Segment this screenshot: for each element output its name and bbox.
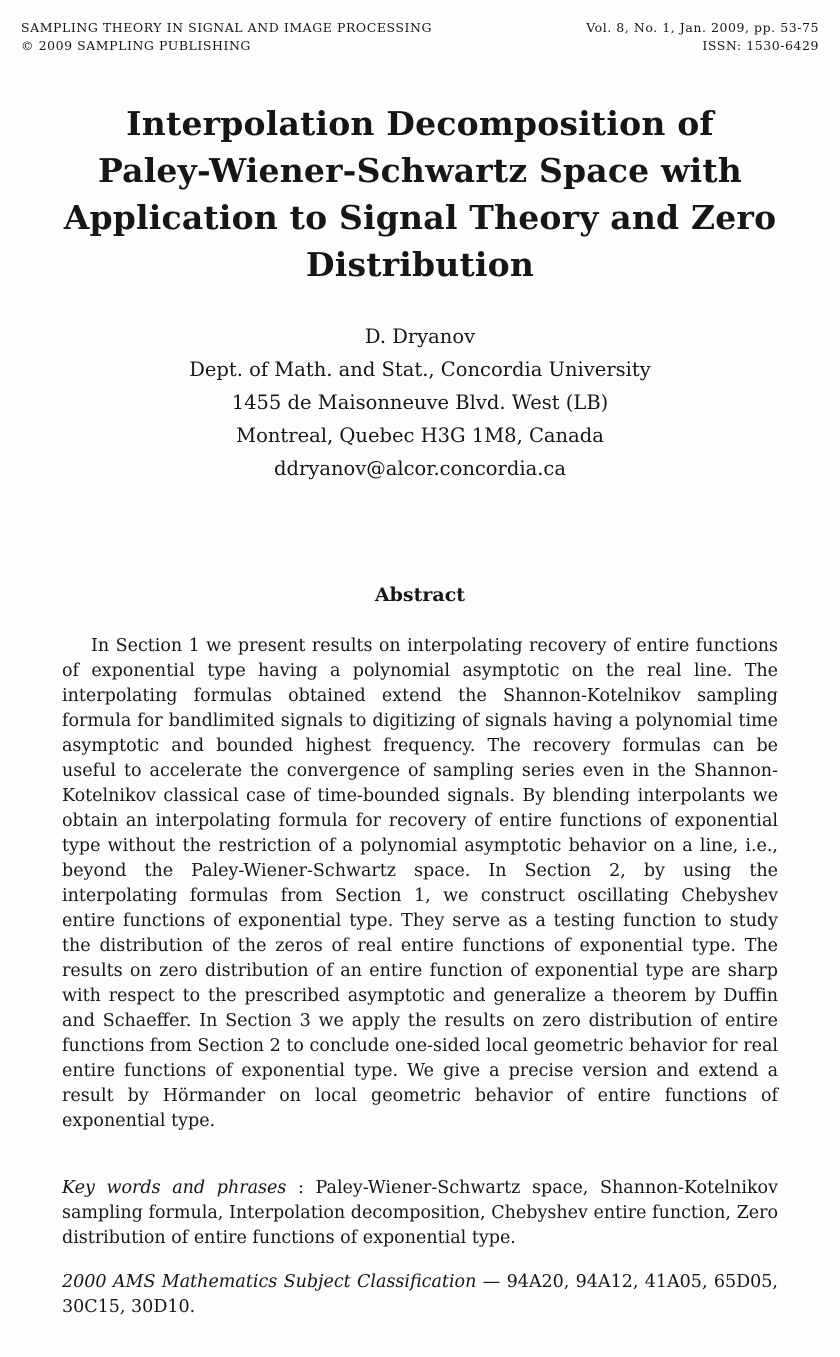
author-name: D. Dryanov <box>364 325 476 348</box>
author-address-line1: 1455 de Maisonneuve Blvd. West (LB) <box>231 391 609 414</box>
keywords-separator: : <box>286 1178 316 1198</box>
keywords-label: Key words and phrases <box>62 1178 287 1198</box>
journal-issn: ISSN: 1530-6429 <box>702 38 819 53</box>
author-email: ddryanov@alcor.concordia.ca <box>274 457 566 480</box>
journal-header-left <box>21 19 432 55</box>
keywords-paragraph <box>62 1176 778 1251</box>
paper-title-line-1: Interpolation Decomposition of <box>126 104 714 143</box>
author-affiliation: Dept. of Math. and Stat., Concordia University <box>189 358 651 381</box>
keywords-text: Paley-Wiener-Schwartz space, Shannon-Kotelnikov sampling formula, Interpolation decomposition, Chebyshev entire function, Zero distribution of entire functions of exponential type. <box>62 1178 778 1248</box>
paper-title-line-2: Paley-Wiener-Schwartz Space with <box>97 151 742 190</box>
journal-copyright: © 2009 SAMPLING PUBLISHING <box>21 38 251 53</box>
journal-header-right <box>586 19 819 55</box>
paper-title-line-4: Distribution <box>305 245 535 284</box>
paper-title-line-3: Application to Signal Theory and Zero <box>63 198 777 237</box>
author-block <box>0 320 840 485</box>
journal-volume-info: Vol. 8, No. 1, Jan. 2009, pp. 53-75 <box>586 20 819 35</box>
classification-label: 2000 AMS Mathematics Subject Classification <box>62 1272 477 1292</box>
classification-paragraph <box>62 1270 778 1320</box>
classification-text: 94A20, 94A12, 41A05, 65D05, 30C15, 30D10. <box>62 1272 778 1317</box>
classification-separator: — <box>476 1272 507 1292</box>
abstract-heading: Abstract <box>374 584 466 606</box>
abstract-text: In Section 1 we present results on interpolating recovery of entire functions of exponential type having a polynomial asymptotic on the real line. The interpolating formulas obtained extend the Shannon-Kotelnikov sampling formula for bandlimited signals to digitizing of signals having a polynomial time asymptotic and bounded highest frequency. The recovery formulas can be useful to accelerate the convergence of sampling series even in the Shannon-Kotelnikov classical case of time-bounded signals. By blending interpolants we obtain an interpolating formula for recovery of entire functions of exponential type without the restriction of a polynomial asymptotic behavior on a line, i.e., beyond the Paley-Wiener-Schwartz space. In Section 2, by using the interpolating formulas from Section 1, we construct oscillating Chebyshev entire functions of exponential type. They serve as a testing function to study the distribution of the zeros of real entire functions of exponential type. The results on zero distribution of an entire function of exponential type are sharp with respect to the prescribed asymptotic and generalize a theorem by Duffin and Schaeffer. In Section 3 we apply the results on zero distribution of entire functions from Section 2 to conclude one-sided local geometric behavior for real entire functions of exponential type. We give a precise version and extend a result by Hörmander on local geometric behavior of entire functions of exponential type. <box>62 636 778 1131</box>
author-address-line2: Montreal, Quebec H3G 1M8, Canada <box>236 424 604 447</box>
journal-name: SAMPLING THEORY IN SIGNAL AND IMAGE PROCESSING <box>21 20 433 35</box>
paper-title <box>0 100 840 288</box>
journal-header <box>21 19 819 55</box>
